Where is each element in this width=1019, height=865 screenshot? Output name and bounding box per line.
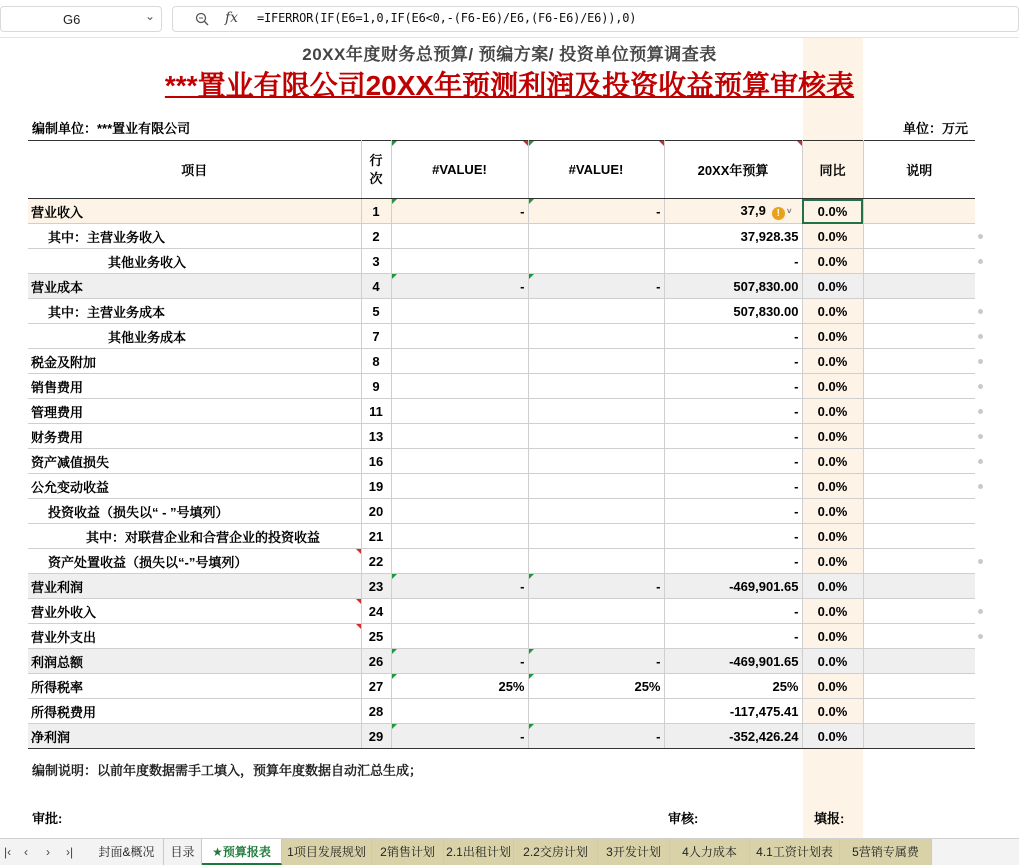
- table-row: [28, 249, 975, 274]
- warning-icon[interactable]: !: [772, 207, 785, 220]
- cell-col1[interactable]: [391, 499, 528, 524]
- dot-marker: [978, 409, 983, 414]
- cell-line[interactable]: 26: [361, 649, 391, 674]
- cell-note[interactable]: [863, 599, 975, 624]
- cell-yoy[interactable]: 0.0%: [802, 199, 863, 224]
- cell-col2[interactable]: -: [528, 274, 664, 299]
- sheet-tab-bar: [0, 838, 1019, 865]
- dot-marker: [978, 359, 983, 364]
- cell-col2[interactable]: [528, 624, 664, 649]
- function-icon[interactable]: fx: [225, 10, 239, 26]
- cell-note[interactable]: [863, 524, 975, 549]
- table-row: [28, 399, 975, 424]
- cell-col2[interactable]: -: [528, 199, 664, 224]
- table-row: [28, 649, 975, 674]
- cell-note[interactable]: [863, 274, 975, 299]
- cell-item[interactable]: 投资收益（损失以“ - ”号填列）: [28, 499, 361, 524]
- sheet-tab[interactable]: 封面&概况: [90, 839, 164, 865]
- cell-col1[interactable]: -: [391, 724, 528, 749]
- cell-yoy[interactable]: 0.0%: [802, 699, 863, 724]
- cell-col3[interactable]: 25%: [664, 674, 802, 699]
- cell-line[interactable]: 28: [361, 699, 391, 724]
- table-row: [28, 449, 975, 474]
- header-col2[interactable]: #VALUE!: [528, 141, 664, 199]
- cell-col1[interactable]: [391, 324, 528, 349]
- cell-col3[interactable]: -: [664, 499, 802, 524]
- table-row: [28, 299, 975, 324]
- table-row: [28, 599, 975, 624]
- cell-yoy[interactable]: 0.0%: [802, 274, 863, 299]
- cell-col1[interactable]: [391, 549, 528, 574]
- cell-note[interactable]: [863, 649, 975, 674]
- name-box[interactable]: [0, 6, 162, 32]
- cell-line[interactable]: 25: [361, 624, 391, 649]
- last-sheet-icon[interactable]: ›|: [66, 845, 74, 859]
- cell-line[interactable]: 9: [361, 374, 391, 399]
- cell-col1[interactable]: [391, 374, 528, 399]
- formula-bar: [0, 0, 1019, 38]
- cell-yoy[interactable]: 0.0%: [802, 449, 863, 474]
- dot-marker: [978, 384, 983, 389]
- cell-col3[interactable]: -: [664, 549, 802, 574]
- table-row: [28, 624, 975, 649]
- cell-note[interactable]: [863, 724, 975, 749]
- header-col3[interactable]: 20XX年预算: [664, 141, 802, 199]
- cell-line[interactable]: 29: [361, 724, 391, 749]
- cell-yoy[interactable]: 0.0%: [802, 649, 863, 674]
- sheet-tab[interactable]: 2.1出租计划: [444, 839, 514, 865]
- dot-marker: [978, 334, 983, 339]
- budget-table: [28, 140, 975, 749]
- dot-marker: [978, 609, 983, 614]
- report-subtitle: 20XX年度财务总预算/ 预编方案/ 投资单位预算调查表: [302, 45, 717, 64]
- table-row: [28, 724, 975, 749]
- table-row: [28, 674, 975, 699]
- sheet-tab[interactable]: 1项目发展规划: [282, 839, 372, 865]
- cell-yoy[interactable]: 0.0%: [802, 574, 863, 599]
- table-row: [28, 699, 975, 724]
- first-sheet-icon[interactable]: |‹: [4, 845, 12, 859]
- cell-col2[interactable]: [528, 424, 664, 449]
- cell-col2[interactable]: [528, 224, 664, 249]
- table-row: [28, 574, 975, 599]
- cell-col3[interactable]: 507,830.00: [664, 274, 802, 299]
- cell-col1[interactable]: -: [391, 574, 528, 599]
- table-row: [28, 274, 975, 299]
- cell-note[interactable]: [863, 449, 975, 474]
- cell-line[interactable]: 8: [361, 349, 391, 374]
- cell-line[interactable]: 5: [361, 299, 391, 324]
- cell-note[interactable]: [863, 299, 975, 324]
- cell-item[interactable]: 营业外收入: [28, 599, 361, 624]
- cell-col2[interactable]: [528, 324, 664, 349]
- cell-line[interactable]: 13: [361, 424, 391, 449]
- cell-col1[interactable]: [391, 474, 528, 499]
- cell-col3[interactable]: -: [664, 474, 802, 499]
- dot-marker: [978, 484, 983, 489]
- cell-col3[interactable]: -: [664, 374, 802, 399]
- cell-col3[interactable]: -: [664, 624, 802, 649]
- cell-item[interactable]: 资产减值损失: [28, 449, 361, 474]
- header-yoy[interactable]: 同比: [802, 141, 863, 199]
- cell-col1[interactable]: -: [391, 649, 528, 674]
- table-row: [28, 549, 975, 574]
- cell-col1[interactable]: [391, 449, 528, 474]
- cell-col1[interactable]: [391, 624, 528, 649]
- dot-marker: [978, 234, 983, 239]
- cell-line[interactable]: 2: [361, 224, 391, 249]
- cell-col2[interactable]: 25%: [528, 674, 664, 699]
- cell-col3[interactable]: -469,901.65: [664, 649, 802, 674]
- sheet-tab[interactable]: 3开发计划: [598, 839, 670, 865]
- next-sheet-icon[interactable]: ›: [46, 845, 50, 859]
- chevron-down-icon[interactable]: ⌄: [144, 9, 155, 23]
- cell-col1[interactable]: [391, 424, 528, 449]
- cell-line[interactable]: 3: [361, 249, 391, 274]
- cell-col1[interactable]: [391, 249, 528, 274]
- header-note[interactable]: 说明: [863, 141, 975, 199]
- cell-yoy[interactable]: 0.0%: [802, 499, 863, 524]
- cell-line[interactable]: 27: [361, 674, 391, 699]
- cell-line[interactable]: 23: [361, 574, 391, 599]
- cell-col1[interactable]: [391, 299, 528, 324]
- cell-line[interactable]: 4: [361, 274, 391, 299]
- cell-col1[interactable]: [391, 399, 528, 424]
- cell-item[interactable]: 其中：主营业务成本: [28, 299, 361, 324]
- cell-line[interactable]: 7: [361, 324, 391, 349]
- cell-line[interactable]: 16: [361, 449, 391, 474]
- cell-col1[interactable]: [391, 224, 528, 249]
- cell-note[interactable]: [863, 224, 975, 249]
- cell-item[interactable]: 税金及附加: [28, 349, 361, 374]
- cell-note[interactable]: [863, 324, 975, 349]
- sheet-tab[interactable]: ★预算报表: [202, 839, 282, 865]
- cell-note[interactable]: [863, 499, 975, 524]
- dot-marker: [978, 309, 983, 314]
- cell-yoy[interactable]: 0.0%: [802, 599, 863, 624]
- cell-item[interactable]: 管理费用: [28, 399, 361, 424]
- cell-col3[interactable]: -: [664, 449, 802, 474]
- cell-col3[interactable]: -: [664, 249, 802, 274]
- table-row: [28, 474, 975, 499]
- header-item[interactable]: 项目: [28, 141, 361, 199]
- prev-sheet-icon[interactable]: ‹: [24, 845, 28, 859]
- cell-item[interactable]: 净利润: [28, 724, 361, 749]
- cell-col3[interactable]: -469,901.65: [664, 574, 802, 599]
- cell-item[interactable]: 营业外支出: [28, 624, 361, 649]
- cell-yoy[interactable]: 0.0%: [802, 374, 863, 399]
- cell-note[interactable]: [863, 199, 975, 224]
- cell-item[interactable]: 所得税费用: [28, 699, 361, 724]
- cell-col2[interactable]: -: [528, 649, 664, 674]
- cell-yoy[interactable]: 0.0%: [802, 674, 863, 699]
- sheet-tab[interactable]: 2.2交房计划: [514, 839, 598, 865]
- unit-label: 单位：万元: [903, 121, 969, 136]
- report-title: ***置业有限公司20XX年预测利润及投资收益预算审核表: [164, 70, 855, 101]
- dot-marker: [978, 634, 983, 639]
- cell-col2[interactable]: [528, 474, 664, 499]
- sheet-tab[interactable]: 2销售计划: [372, 839, 444, 865]
- cell-col1[interactable]: -: [391, 274, 528, 299]
- cell-yoy[interactable]: 0.0%: [802, 524, 863, 549]
- cell-line[interactable]: 20: [361, 499, 391, 524]
- approve-label: 审批:: [32, 811, 63, 826]
- cell-note[interactable]: [863, 699, 975, 724]
- table-row: [28, 199, 975, 224]
- cell-col3[interactable]: 37,928.35: [664, 224, 802, 249]
- cell-line[interactable]: 24: [361, 599, 391, 624]
- cell-item[interactable]: 利润总额: [28, 649, 361, 674]
- cell-item[interactable]: 其中：对联营企业和合营企业的投资收益: [28, 524, 361, 549]
- cell-col3[interactable]: -: [664, 399, 802, 424]
- cell-col2[interactable]: [528, 599, 664, 624]
- cell-col3[interactable]: -117,475.41: [664, 699, 802, 724]
- cell-note[interactable]: [863, 624, 975, 649]
- cell-item[interactable]: 资产处置收益（损失以“-”号填列）: [28, 549, 361, 574]
- cell-col2[interactable]: [528, 449, 664, 474]
- cell-col2[interactable]: [528, 299, 664, 324]
- table-row: [28, 349, 975, 374]
- table-row: [28, 424, 975, 449]
- cell-yoy[interactable]: 0.0%: [802, 724, 863, 749]
- cell-col1[interactable]: -: [391, 199, 528, 224]
- review-label: 审核:: [668, 811, 699, 826]
- cell-item[interactable]: 其他业务收入: [28, 249, 361, 274]
- dot-marker: [978, 559, 983, 564]
- formula-input[interactable]: [172, 6, 1019, 32]
- table-row: [28, 324, 975, 349]
- cell-yoy[interactable]: 0.0%: [802, 224, 863, 249]
- cell-col2[interactable]: [528, 399, 664, 424]
- cell-item[interactable]: 营业利润: [28, 574, 361, 599]
- cell-col1[interactable]: [391, 599, 528, 624]
- fill-label: 填报:: [814, 811, 845, 826]
- cell-col2[interactable]: [528, 499, 664, 524]
- cell-col2[interactable]: -: [528, 724, 664, 749]
- table-row: [28, 499, 975, 524]
- cell-item[interactable]: 营业收入: [28, 199, 361, 224]
- cell-col2[interactable]: -: [528, 574, 664, 599]
- dot-marker: [978, 459, 983, 464]
- cell-line[interactable]: 1: [361, 199, 391, 224]
- cell-yoy[interactable]: 0.0%: [802, 424, 863, 449]
- cell-col3[interactable]: 507,830.00: [664, 299, 802, 324]
- org-label: 编制单位：***置业有限公司: [32, 121, 191, 136]
- cell-note[interactable]: [863, 374, 975, 399]
- cell-note[interactable]: [863, 674, 975, 699]
- cell-note[interactable]: [863, 249, 975, 274]
- table-row: [28, 524, 975, 549]
- formula-text[interactable]: =IFERROR(IF(E6=1,0,IF(E6<0,-(F6-E6)/E6,(F6-E6)/E6)),0): [257, 11, 637, 25]
- sheet-tab[interactable]: 4人力成本: [670, 839, 750, 865]
- cell-item[interactable]: 销售费用: [28, 374, 361, 399]
- header-line[interactable]: 行 次: [361, 141, 391, 199]
- table-row: [28, 374, 975, 399]
- cell-col1[interactable]: [391, 699, 528, 724]
- cell-col2[interactable]: [528, 524, 664, 549]
- cell-col1[interactable]: [391, 524, 528, 549]
- cell-col3[interactable]: -: [664, 324, 802, 349]
- cell-yoy[interactable]: 0.0%: [802, 549, 863, 574]
- cell-col3[interactable]: 37,9 ! ˅: [664, 199, 802, 224]
- cell-col2[interactable]: [528, 549, 664, 574]
- cell-note[interactable]: [863, 424, 975, 449]
- cell-col1[interactable]: 25%: [391, 674, 528, 699]
- cell-item[interactable]: 财务费用: [28, 424, 361, 449]
- cell-note[interactable]: [863, 349, 975, 374]
- cell-line[interactable]: 21: [361, 524, 391, 549]
- compile-note: 编制说明：以前年度数据需手工填入，预算年度数据自动汇总生成；: [32, 763, 423, 778]
- cell-note[interactable]: [863, 549, 975, 574]
- cell-col3[interactable]: -352,426.24: [664, 724, 802, 749]
- sheet-tab[interactable]: 4.1工资计划表: [750, 839, 840, 865]
- cell-item[interactable]: 其中：主营业务收入: [28, 224, 361, 249]
- cell-line[interactable]: 19: [361, 474, 391, 499]
- cell-line[interactable]: 11: [361, 399, 391, 424]
- cell-reference: G6: [63, 12, 81, 27]
- cell-col2[interactable]: [528, 699, 664, 724]
- cell-col3[interactable]: -: [664, 524, 802, 549]
- cell-item[interactable]: 所得税率: [28, 674, 361, 699]
- cell-col3[interactable]: -: [664, 424, 802, 449]
- cell-note[interactable]: [863, 474, 975, 499]
- cell-yoy[interactable]: 0.0%: [802, 399, 863, 424]
- cell-yoy[interactable]: 0.0%: [802, 249, 863, 274]
- cell-note[interactable]: [863, 399, 975, 424]
- worksheet: [0, 38, 1019, 838]
- cell-note[interactable]: [863, 574, 975, 599]
- cell-item[interactable]: 其他业务成本: [28, 324, 361, 349]
- cell-col1[interactable]: [391, 349, 528, 374]
- cell-line[interactable]: 22: [361, 549, 391, 574]
- dot-marker: [978, 434, 983, 439]
- table-row: [28, 224, 975, 249]
- cell-col2[interactable]: [528, 349, 664, 374]
- cell-col2[interactable]: [528, 374, 664, 399]
- cell-yoy[interactable]: 0.0%: [802, 299, 863, 324]
- cell-item[interactable]: 公允变动收益: [28, 474, 361, 499]
- cell-yoy[interactable]: 0.0%: [802, 324, 863, 349]
- cell-col3[interactable]: -: [664, 599, 802, 624]
- cell-yoy[interactable]: 0.0%: [802, 474, 863, 499]
- chevron-down-icon[interactable]: ˅: [786, 206, 792, 216]
- cell-yoy[interactable]: 0.0%: [802, 349, 863, 374]
- cell-item[interactable]: 营业成本: [28, 274, 361, 299]
- header-col1[interactable]: #VALUE!: [391, 141, 528, 199]
- cell-col3[interactable]: -: [664, 349, 802, 374]
- sheet-tab[interactable]: 5营销专属费: [840, 839, 932, 865]
- dot-marker: [978, 259, 983, 264]
- cell-col2[interactable]: [528, 249, 664, 274]
- sheet-tab[interactable]: 目录: [164, 839, 202, 865]
- cell-yoy[interactable]: 0.0%: [802, 624, 863, 649]
- zoom-icon[interactable]: [195, 12, 209, 26]
